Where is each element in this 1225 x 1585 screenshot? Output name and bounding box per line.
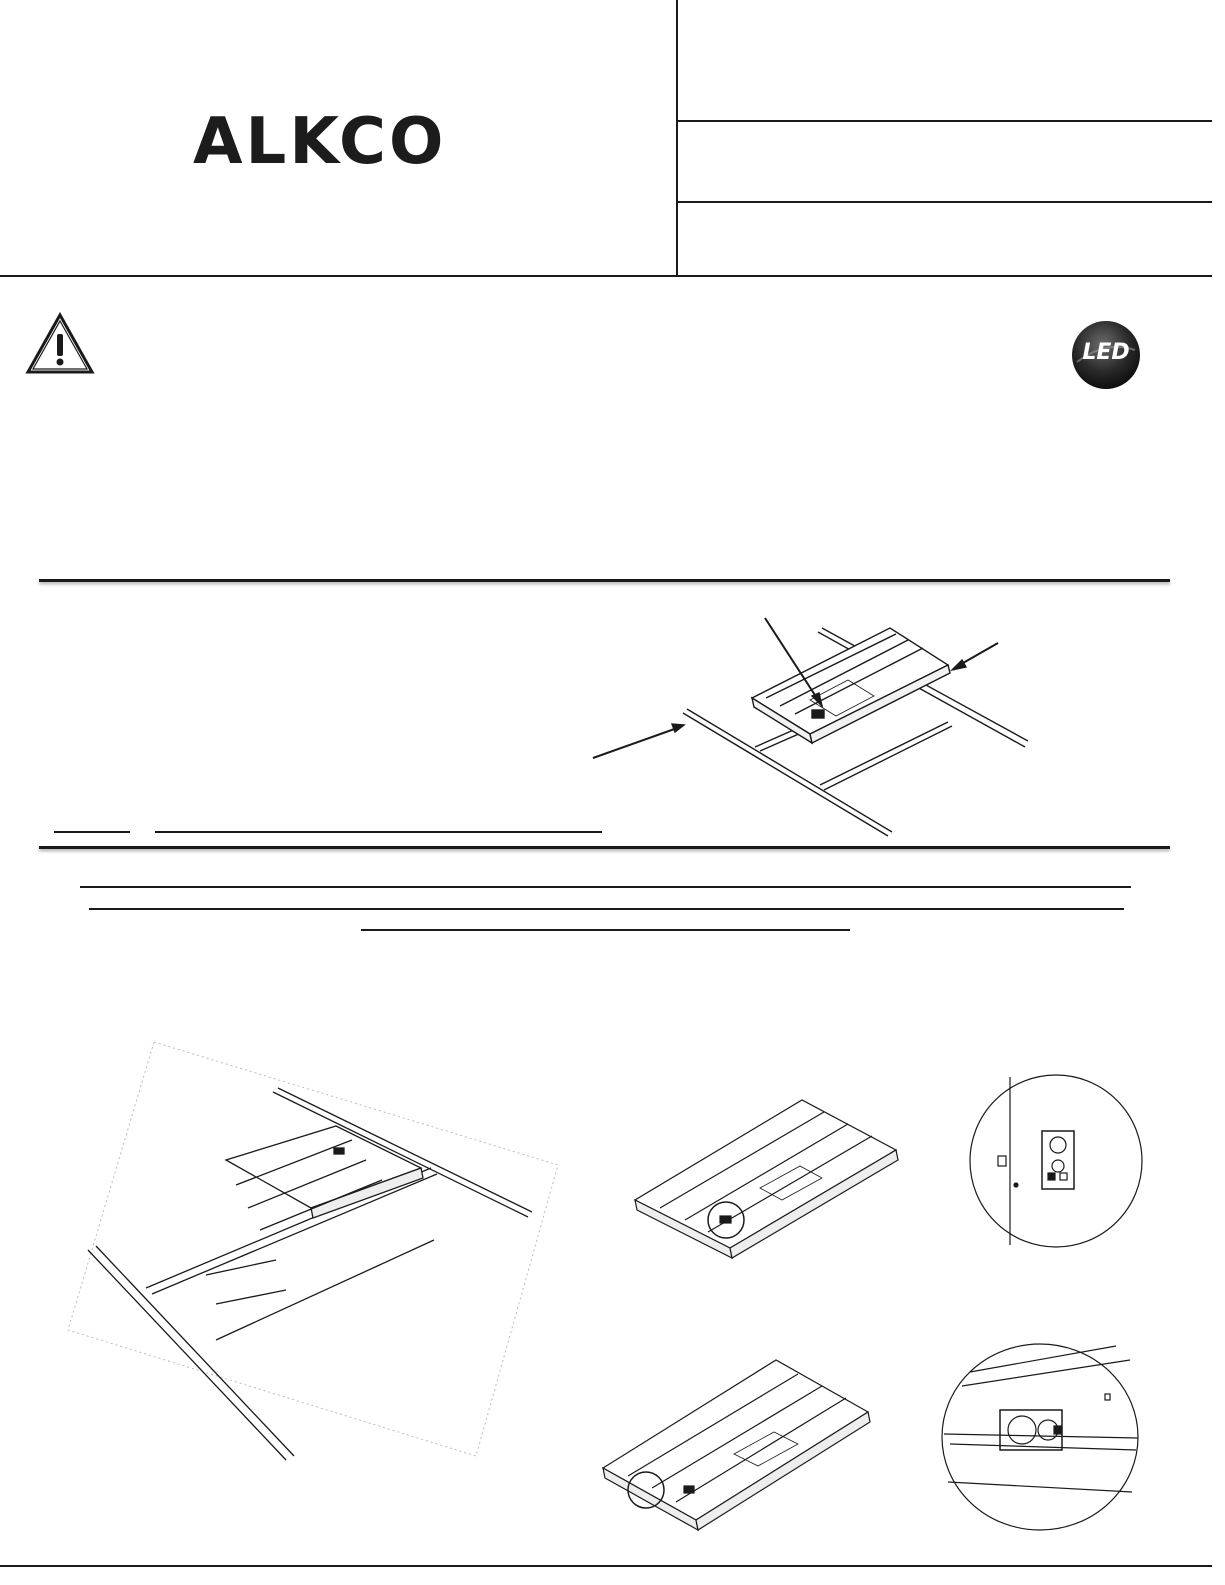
- warning-triangle-icon: [25, 312, 95, 376]
- underline-short: [54, 831, 130, 833]
- footer-rule: [0, 1565, 1212, 1567]
- zoom-detail-circle-a: [968, 1073, 1144, 1249]
- heading-underline-1: [80, 886, 1131, 888]
- section-rule-bottom: [39, 846, 1170, 849]
- underline-long: [155, 831, 602, 833]
- header-vertical-divider: [676, 0, 678, 276]
- section-rule-top: [39, 579, 1170, 582]
- fixture-detail-drawing-b: [598, 1340, 878, 1540]
- fixture-detail-drawing-a: [630, 1080, 905, 1265]
- led-badge-label: LED: [1082, 340, 1130, 365]
- header-bottom-rule: [0, 275, 1212, 277]
- heading-underline-3: [361, 929, 850, 931]
- zoom-detail-circle-b: [940, 1342, 1140, 1532]
- header-right-divider-2: [676, 201, 1212, 203]
- header-right-divider-1: [676, 120, 1212, 122]
- fixture-install-drawing: [66, 1040, 561, 1460]
- fixture-grid-diagram: [590, 610, 1030, 840]
- led-badge: [1071, 320, 1141, 390]
- brand-logo: ALKCO: [193, 105, 447, 179]
- heading-underline-2: [89, 908, 1124, 910]
